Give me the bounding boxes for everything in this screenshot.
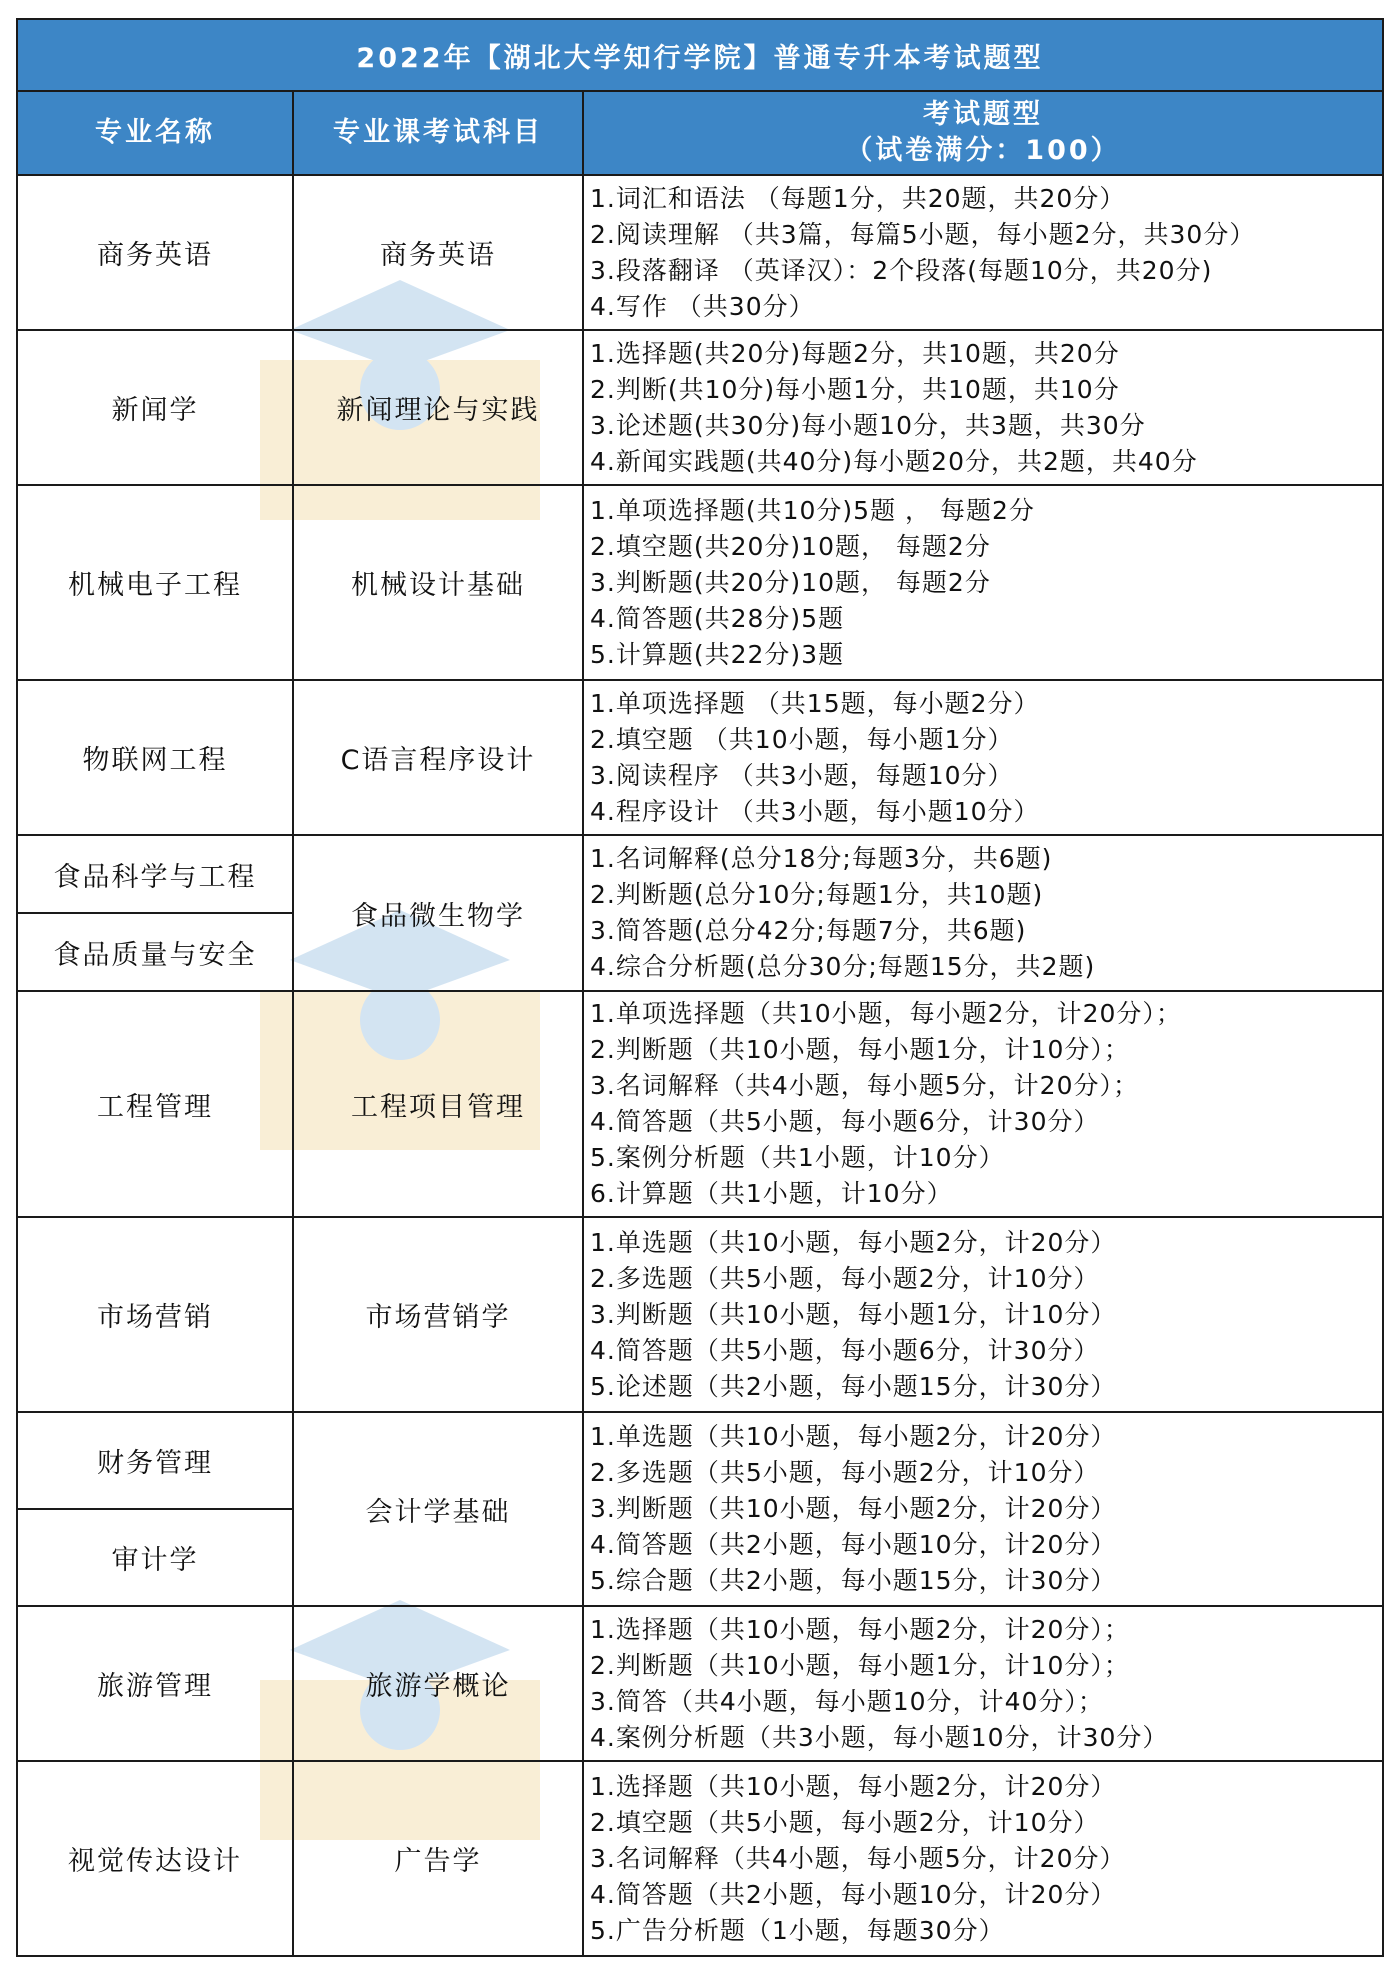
exam-type-line: 3.名词解释（共4小题，每小题5分，计20分） <box>590 1843 1126 1873</box>
exam-subject: 广告学 <box>293 1761 583 1956</box>
exam-type-line: 1.选择题（共10小题，每小题2分，计20分）； <box>590 1614 1130 1644</box>
exam-type-line: 3.判断题（共10小题，每小题1分，计10分） <box>590 1299 1117 1329</box>
table-row <box>17 680 1383 835</box>
exam-type-line: 6.计算题（共1小题，计10分） <box>590 1179 953 1208</box>
exam-type-line: 4.简答题（共2小题，每小题10分，计20分） <box>590 1879 1117 1909</box>
exam-type-line: 2.阅读理解 （共3篇，每篇5小题，每小题2分，共30分） <box>590 219 1256 249</box>
exam-type-line: 4.新闻实践题(共40分)每小题20分，共2题，共40分 <box>590 446 1198 476</box>
exam-type-line: 4.案例分析题（共3小题，每小题10分，计30分） <box>590 1722 1169 1752</box>
title-row <box>17 19 1383 91</box>
exam-type-line: 4.简答题（共2小题，每小题10分，计20分） <box>590 1530 1117 1559</box>
exam-type-line: 1.单选题（共10小题，每小题2分，计20分） <box>590 1227 1117 1257</box>
header-types <box>583 91 1383 175</box>
exam-type-line: 3.名词解释（共4小题，每小题5分，计20分）； <box>590 1071 1139 1100</box>
exam-type-table <box>16 18 1384 1957</box>
major-name: 财务管理 <box>17 1412 293 1509</box>
table-row <box>17 1412 1383 1509</box>
header-major: 专业名称 <box>17 91 293 175</box>
exam-type-line: 1.单项选择题（共10小题，每小题2分，计20分）； <box>590 999 1182 1028</box>
exam-types <box>583 1606 1383 1761</box>
major-name: 新闻学 <box>17 330 293 485</box>
table-row <box>17 485 1383 680</box>
major-name: 工程管理 <box>17 991 293 1217</box>
exam-subject: 机械设计基础 <box>293 485 583 680</box>
exam-subject: 商务英语 <box>293 175 583 330</box>
exam-types <box>583 1217 1383 1412</box>
major-name: 机械电子工程 <box>17 485 293 680</box>
exam-type-line: 5.计算题(共22分)3题 <box>590 639 845 669</box>
major-name: 商务英语 <box>17 175 293 330</box>
exam-type-line: 5.论述题（共2小题，每小题15分，计30分） <box>590 1371 1117 1401</box>
table-row <box>17 991 1383 1217</box>
exam-types <box>583 175 1383 330</box>
exam-types <box>583 680 1383 835</box>
header-types-line1: 考试题型 <box>923 99 1043 130</box>
major-name: 视觉传达设计 <box>17 1761 293 1956</box>
header-row <box>17 91 1383 175</box>
exam-subject: 工程项目管理 <box>293 991 583 1217</box>
exam-type-line: 1.单选题（共10小题，每小题2分，计20分） <box>590 1422 1117 1451</box>
exam-subject: 会计学基础 <box>293 1412 583 1606</box>
header-subject: 专业课考试科目 <box>293 91 583 175</box>
exam-type-line: 4.简答题（共5小题，每小题6分，计30分） <box>590 1335 1100 1365</box>
exam-types <box>583 991 1383 1217</box>
exam-type-line: 4.综合分析题(总分30分;每题15分，共2题) <box>590 952 1096 981</box>
exam-type-sheet <box>16 18 1382 1957</box>
exam-type-line: 2.填空题 （共10小题，每小题1分） <box>590 724 1014 754</box>
table-title: 2022年【湖北大学知行学院】普通专升本考试题型 <box>17 19 1383 91</box>
major-name: 旅游管理 <box>17 1606 293 1761</box>
exam-subject: 食品微生物学 <box>293 835 583 991</box>
exam-type-line: 2.填空题(共20分)10题， 每题2分 <box>590 531 991 561</box>
exam-type-line: 3.阅读程序 （共3小题，每题10分） <box>590 760 1014 790</box>
exam-type-line: 1.词汇和语法 （每题1分，共20题，共20分） <box>590 183 1126 213</box>
exam-type-line: 5.案例分析题（共1小题，计10分） <box>590 1143 1005 1172</box>
table-row <box>17 1217 1383 1412</box>
table-row <box>17 330 1383 485</box>
table-row <box>17 1606 1383 1761</box>
exam-types <box>583 1412 1383 1606</box>
exam-type-line: 1.单项选择题(共10分)5题 ， 每题2分 <box>590 495 1035 525</box>
major-name: 市场营销 <box>17 1217 293 1412</box>
exam-type-line: 5.广告分析题（1小题，每题30分） <box>590 1915 1005 1945</box>
exam-type-line: 2.判断题(总分10分;每题1分，共10题) <box>590 880 1044 909</box>
exam-type-line: 3.判断题（共10小题，每小题2分，计20分） <box>590 1494 1117 1523</box>
exam-types <box>583 485 1383 680</box>
exam-subject: C语言程序设计 <box>293 680 583 835</box>
header-types-line2: （试卷满分：100） <box>845 135 1121 166</box>
exam-types <box>583 835 1383 991</box>
exam-type-line: 4.简答题（共5小题，每小题6分，计30分） <box>590 1107 1100 1136</box>
exam-type-line: 4.写作 （共30分） <box>590 291 815 321</box>
exam-type-line: 5.综合题（共2小题，每小题15分，计30分） <box>590 1566 1117 1595</box>
exam-type-line: 1.选择题(共20分)每题2分，共10题，共20分 <box>590 338 1120 368</box>
exam-type-line: 2.填空题（共5小题，每小题2分，计10分） <box>590 1807 1100 1837</box>
exam-type-line: 2.多选题（共5小题，每小题2分，计10分） <box>590 1458 1100 1487</box>
major-name: 食品质量与安全 <box>17 913 293 991</box>
exam-subject: 市场营销学 <box>293 1217 583 1412</box>
table-row <box>17 1761 1383 1956</box>
exam-type-line: 3.简答（共4小题，每小题10分，计40分）； <box>590 1686 1104 1716</box>
major-name: 审计学 <box>17 1509 293 1606</box>
exam-type-line: 4.程序设计 （共3小题，每小题10分） <box>590 796 1040 826</box>
exam-types <box>583 1761 1383 1956</box>
exam-type-line: 1.名词解释(总分18分;每题3分，共6题) <box>590 844 1053 873</box>
exam-type-line: 2.判断题（共10小题，每小题1分，计10分）； <box>590 1035 1130 1064</box>
exam-type-line: 3.简答题(总分42分;每题7分，共6题) <box>590 916 1027 945</box>
exam-type-line: 3.论述题(共30分)每小题10分，共3题，共30分 <box>590 410 1146 440</box>
exam-type-line: 1.单项选择题 （共15题，每小题2分） <box>590 688 1040 718</box>
exam-subject: 旅游学概论 <box>293 1606 583 1761</box>
table-body <box>17 175 1383 1956</box>
exam-types <box>583 330 1383 485</box>
exam-type-line: 1.选择题（共10小题，每小题2分，计20分） <box>590 1771 1117 1801</box>
exam-type-line: 3.判断题(共20分)10题， 每题2分 <box>590 567 991 597</box>
table-row <box>17 175 1383 330</box>
major-name: 食品科学与工程 <box>17 835 293 913</box>
table-row <box>17 835 1383 913</box>
major-name: 物联网工程 <box>17 680 293 835</box>
exam-type-line: 2.判断(共10分)每小题1分，共10题，共10分 <box>590 374 1120 404</box>
exam-type-line: 2.判断题（共10小题，每小题1分，计10分）； <box>590 1650 1130 1680</box>
exam-type-line: 3.段落翻译 （英译汉）：2个段落(每题10分，共20分) <box>590 255 1213 285</box>
exam-type-line: 2.多选题（共5小题，每小题2分，计10分） <box>590 1263 1100 1293</box>
exam-subject: 新闻理论与实践 <box>293 330 583 485</box>
exam-type-line: 4.简答题(共28分)5题 <box>590 603 845 633</box>
